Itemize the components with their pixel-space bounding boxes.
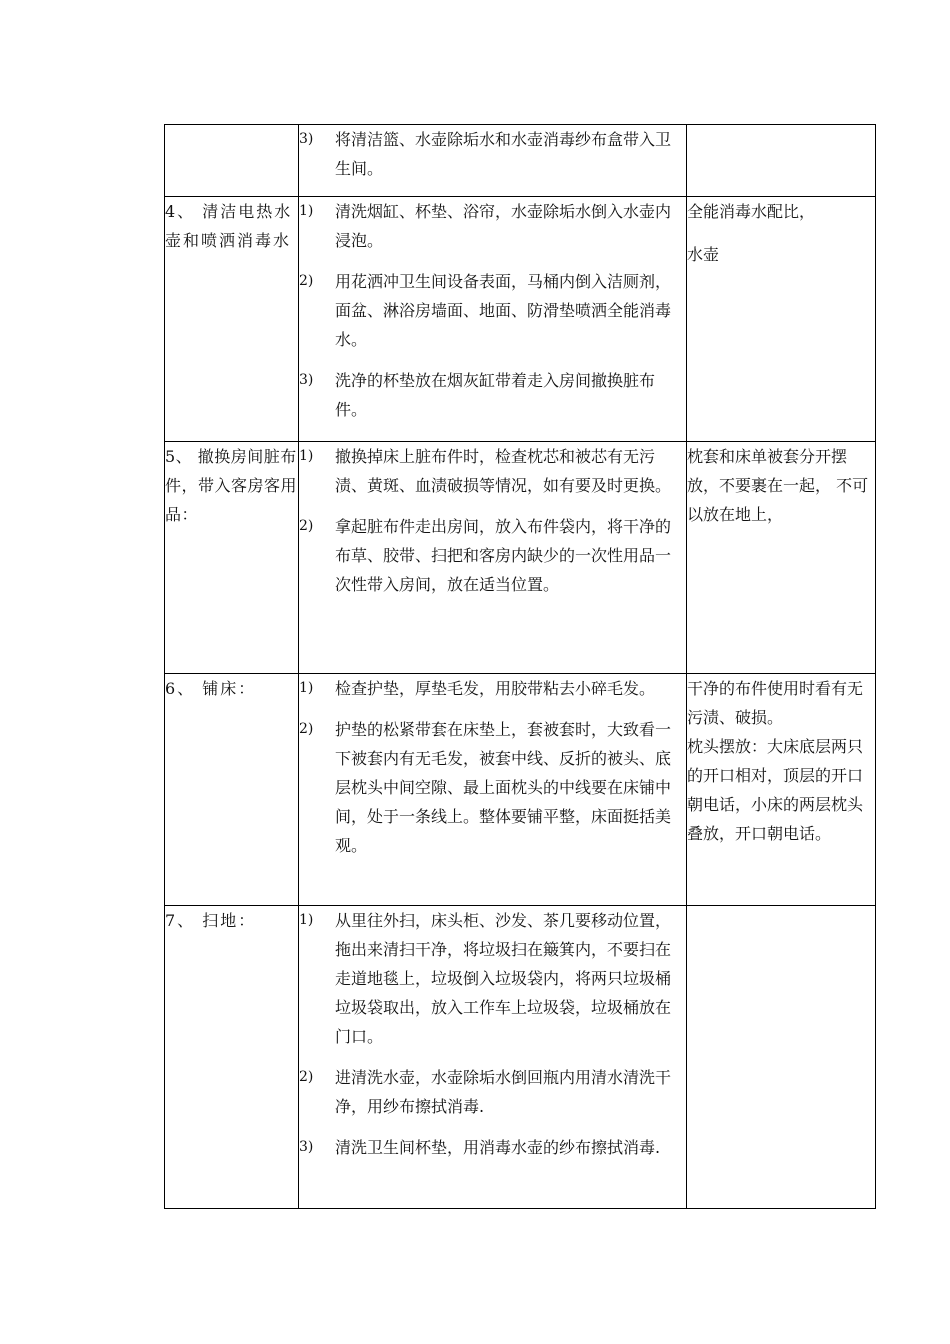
note-text: 水壶 xyxy=(687,245,720,264)
step-cell xyxy=(165,906,299,1209)
action-text: 进清洗水壶，水壶除垢水倒回瓶内用清水清洗干净，用纱布擦拭消毒. xyxy=(335,1068,672,1116)
action-item xyxy=(299,366,686,424)
table-row xyxy=(165,674,876,906)
action-number: 2) xyxy=(299,721,314,737)
action-number: 1) xyxy=(299,448,314,464)
action-text: 用花洒冲卫生间设备表面，马桶内倒入洁厕剂，面盆、淋浴房墙面、地面、防滑垫喷洒全能消毒水。 xyxy=(335,272,672,349)
note-text: 枕套和床单被套分开摆放，不要裹在一起， 不可以放在地上， xyxy=(687,447,869,524)
action-text: 清洗烟缸、杯垫、浴帘，水壶除垢水倒入水壶内浸泡。 xyxy=(335,202,672,250)
action-number: 3) xyxy=(299,131,314,147)
note-cell xyxy=(687,906,876,1209)
action-number: 1) xyxy=(299,203,314,219)
action-cell xyxy=(299,906,687,1209)
step-cell xyxy=(165,442,299,674)
action-item xyxy=(299,906,686,1051)
action-number: 1) xyxy=(299,680,314,696)
action-number: 3) xyxy=(299,1139,314,1155)
step-cell xyxy=(165,674,299,906)
step-label: 4、 清洁电热水壶和喷洒消毒水 xyxy=(165,202,293,250)
note-text: 枕头摆放：大床底层两只的开口相对，顶层的开口朝电话，小床的两层枕头叠放，开口朝电话。 xyxy=(687,737,864,843)
note-cell xyxy=(687,674,876,906)
action-cell xyxy=(299,674,687,906)
action-item xyxy=(299,442,686,500)
action-item xyxy=(299,125,686,183)
action-cell xyxy=(299,442,687,674)
action-cell xyxy=(299,125,687,197)
action-number: 2) xyxy=(299,273,314,289)
note-cell xyxy=(687,125,876,197)
action-item xyxy=(299,197,686,255)
action-text: 拿起脏布件走出房间，放入布件袋内，将干净的布草、胶带、扫把和客房内缺少的一次性用品一次性带入房间，放在适当位置。 xyxy=(335,517,672,594)
step-label: 5、 撤换房间脏布件，带入客房客用品： xyxy=(165,447,298,524)
step-cell xyxy=(165,125,299,197)
step-label: 7、 扫地： xyxy=(165,911,257,930)
action-cell xyxy=(299,197,687,442)
action-text: 检查护垫，厚垫毛发，用胶带粘去小碎毛发。 xyxy=(335,679,656,698)
action-text: 将清洁篮、水壶除垢水和水壶消毒纱布盒带入卫生间。 xyxy=(335,130,672,178)
action-item xyxy=(299,674,686,703)
action-item xyxy=(299,267,686,354)
action-item xyxy=(299,1133,686,1162)
action-text: 清洗卫生间杯垫，用消毒水壶的纱布擦拭消毒. xyxy=(335,1138,661,1157)
note-cell xyxy=(687,442,876,674)
table-row xyxy=(165,125,876,197)
action-text: 洗净的杯垫放在烟灰缸带着走入房间撤换脏布件。 xyxy=(335,371,656,419)
procedure-table xyxy=(164,124,876,1209)
action-text: 护垫的松紧带套在床垫上，套被套时，大致看一下被套内有无毛发，被套中线、反折的被头、底层枕头中间空隙、最上面枕头的中线要在床铺中间，处于一条线上。整体要铺平整，床面挺括美观。 xyxy=(335,720,672,855)
note-cell xyxy=(687,197,876,442)
note-text: 全能消毒水配比， xyxy=(687,202,816,221)
table-row xyxy=(165,906,876,1209)
procedure-page xyxy=(164,124,875,1209)
table-row xyxy=(165,197,876,442)
action-number: 1) xyxy=(299,912,314,928)
action-number: 3) xyxy=(299,372,314,388)
note-text: 干净的布件使用时看有无污渍、破损。 xyxy=(687,679,864,727)
action-number: 2) xyxy=(299,1069,314,1085)
step-cell xyxy=(165,197,299,442)
action-item xyxy=(299,512,686,599)
action-item xyxy=(299,1063,686,1121)
action-text: 撤换掉床上脏布件时，检查枕芯和被芯有无污渍、黄斑、血渍破损等情况，如有要及时更换。 xyxy=(335,447,672,495)
step-label: 6、 铺床： xyxy=(165,679,257,698)
action-number: 2) xyxy=(299,518,314,534)
table-row xyxy=(165,442,876,674)
action-text: 从里往外扫，床头柜、沙发、茶几要移动位置，拖出来清扫干净，将垃圾扫在簸箕内，不要扫在走道地毯上，垃圾倒入垃圾袋内，将两只垃圾桶垃圾袋取出，放入工作车上垃圾袋，垃圾桶放在门口。 xyxy=(335,911,672,1046)
action-item xyxy=(299,715,686,860)
